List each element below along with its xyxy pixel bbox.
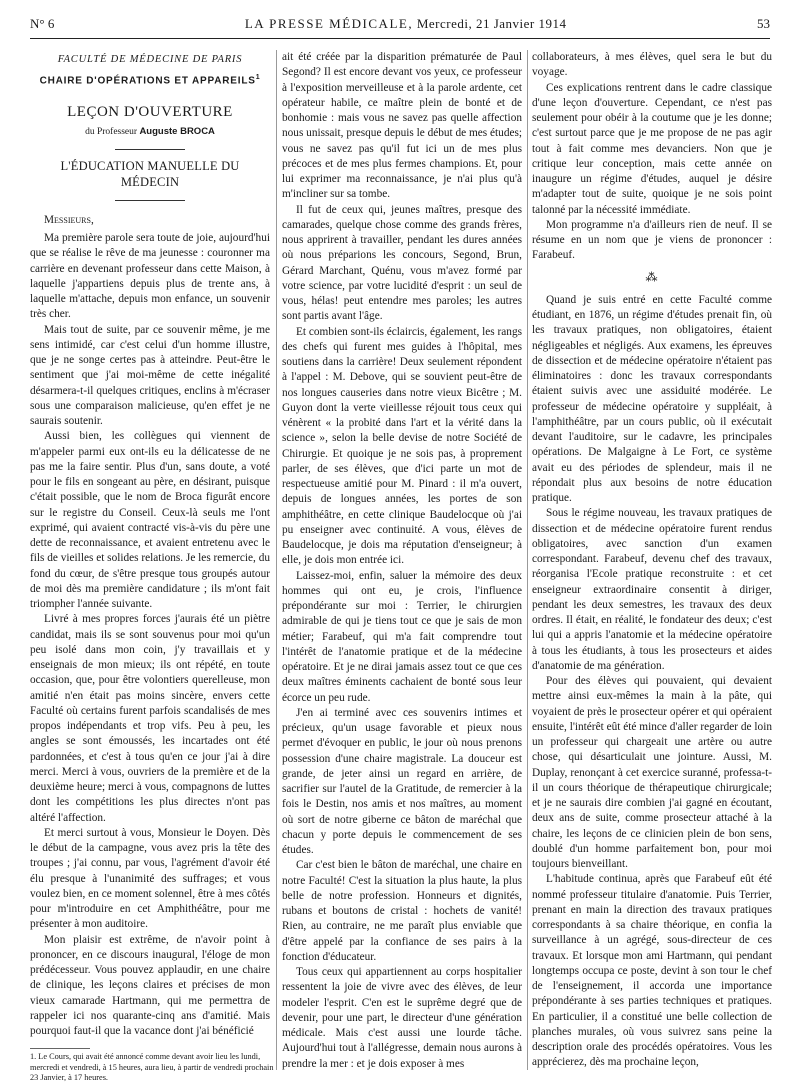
lecture-title: LEÇON D'OUVERTURE: [67, 103, 233, 120]
footnote-rule: [30, 1048, 90, 1049]
column-3-body-bottom: [532, 293, 772, 1071]
issue-date: Mercredi, 21 Janvier 1914: [416, 16, 567, 31]
paragraph: Laissez-moi, enfin, saluer la mémoire des deux hommes qui ont eu, je crois, l'influence prépondérante sur moi : Terrier, le chirurgien admirable de qui je tiens tout ce que je sais de mon métier; Farabeuf, qui m'a fait comprendre tout l'intérêt de l'anatomie pratique et de la médecine opératoire. Et je ne dirai jamais assez tout ce que ces deux maîtres éminents cachaient de bonté sous leur écorce un peu rude.: [282, 569, 522, 704]
paragraph: Il fut de ceux qui, jeunes maîtres, presque des camarades, quelque chose comme des grands frères, nous apprirent à travailler, pendant les dures années où nous préparions les concours, Segond, Brun, Gérard Marchant, Quénu, vous m'avez formé par votre science, par votre lucidité d'esprit : un seul de vous, hélas! peut entendre mes paroles; les autres sont partis avant l'âge.: [282, 203, 522, 323]
title-divider: [115, 149, 185, 150]
page-header: [30, 16, 770, 36]
footnote: [30, 1048, 276, 1084]
page-number: 53: [756, 16, 770, 31]
column-2-body: [282, 50, 522, 1072]
paragraph: Mon programme n'a d'ailleurs rien de neuf. Il se résume en un nom que je viens de prononcer : Farabeuf.: [532, 218, 772, 262]
header-rule: [30, 38, 770, 39]
column-2: [282, 50, 522, 1072]
author-prefix: du Professeur: [85, 127, 138, 138]
paragraph: Tous ceux qui appartiennent au corps hospitalier ressentent la joie de vivre avec des élèves, de leur modeler l'esprit. C'en est le suprême degré que de devenir, pour une part, le directeur d'une génération médicale. Mais c'est aussi une lourde tâche. Aujourd'hui tout à l'allégresse, demain nous aurons à prendre la mer : et je dois exposer à mes: [282, 966, 522, 1070]
column-3: [532, 50, 772, 1071]
paragraph: J'en ai terminé avec ces souvenirs intimes et précieux, qu'un usage favorable et pieux nous permet d'évoquer en public, le jour où nous prenons possession d'une chaire magistrale. La douceur est grande, de jeter ainsi un regard en arrière, de sacrifier sur l'autel de la Gratitude, de remercier à la fois le Destin, nos amis et nos maîtres, au moment où sort de notre giberne ce bâton de maréchal que chacun y porte depuis le commencement de ses études.: [282, 706, 522, 856]
subtitle-divider: [115, 200, 185, 201]
chair-heading: [30, 70, 270, 89]
publication-name: LA PRESSE MÉDICALE,: [244, 16, 414, 31]
paragraph: Aussi bien, les collègues qui viennent de m'appeler parmi eux ont-ils eu la délicatesse de ne pas me la faire sentir. Plus d'un, sans doute, a voté pour le fils en songeant au père, en désirant, puisque c'était possible, que le nom de Broca figurât encore sur le registre du Conseil. Ceux-là seuls me l'ont exprimé, qui avaient contracté vis-à-vis du père une dette de reconnaissance, et avaient entretenu avec le fils de vieilles et solides relations. Je les remercie, du fond du cœur, de s'être presque tous groupés autour de moi dès ma première candidature ; ils m'ont fait triompher l'année suivante.: [30, 430, 270, 611]
section-asterism: ⁂: [645, 269, 659, 284]
paragraph: Et combien sont-ils éclaircis, également, les rangs des chefs qui furent mes guides à l'hôpital, mes soutiens dans la carrière! Deux seulement répondent à l'appel : M. Debove, qui se souvient peut-être de nos longues causeries dans notre vieux Bicêtre ; M. Guyon dont la verte vieillesse réjouit tous ceux qui vénèrent « la probité dans l'art et la vérité dans la science », selon la belle devise de notre Société de Chirurgie. Et quoique je ne sois pas, à proprement parler, de ses élèves, que d'ici parte un mot de respectueuse amitié pour M. Pinard : il m'a ouvert, depuis de longues années, les portes de son amphithéâtre, en cette clinique Baudelocque où j'ai pu enseigner avec continuité. A vous, élèves de Baudelocque, je dois ma réputation d'enseigneur; à elle, je dois mon entrée ici.: [282, 325, 522, 567]
paragraph: ait été créée par la disparition prématurée de Paul Segond? Il est encore devant vos yeux, ce professeur à l'exposition merveilleuse et à la parole ardente, cet opérateur habile, ce maître plein de bonté et de bonhomie : mais vous ne savez pas quelle affection nous unissait, presque depuis le début de mes études; vous ne savez pas qu'il fut ici un de mes plus précoces et de mes plus fermes champions. Et, pour lui exprimer ma reconnaissance, je n'ai plus qu'à m'incliner sur sa tombe.: [282, 51, 523, 201]
paragraph: Mon plaisir est extrême, de n'avoir point à prononcer, en ce discours inaugural, l'éloge de mon prédécesseur. Vous pouvez applaudir, en une chaire de clinique, les leçons claires et précises de mon vieux camarade Hartmann, qui me permettra de rappeler ici nos quarante-cinq ans d'amitié. Mais pourquoi faut-il que la vacance dont j'ai bénéficié: [30, 933, 270, 1038]
author-line: [30, 124, 270, 140]
author-name: Auguste BROCA: [139, 126, 215, 138]
chair-name: CHAIRE D'OPÉRATIONS ET APPAREILS: [39, 75, 256, 87]
paragraph: Ma première parole sera toute de joie, aujourd'hui que se réalise le rêve de ma jeunesse : couronner ma carrière en devenant professeur dans cette Maison, à laquelle j'appartiens depuis plus de trente ans, à laquelle m'attache, depuis mon enfance, un souvenir très cher.: [30, 232, 270, 321]
paragraph: L'habitude continua, après que Farabeuf eût été nommé professeur titulaire d'anatomie. Puis Terrier, prenant en main la direction des travaux pratiques correspondants à sa chaire théorique, en confia la surveillance à un agrégé, sous-directeur de ces travaux. Et lorsque mon ami Hartmann, qui pendant longtemps occupa ce poste, devint à son tour le chef de l'enseignement, il accorda une importance prépondérante à ses parties techniques et pratiques. En particulier, il a constitué une belle collection de planches murales, où vous suivrez sans peine la description orale des procédés opératoires. Vous les apprécierez, dès ma prochaine leçon,: [532, 873, 772, 1069]
issue-number: N° 6: [30, 16, 55, 31]
paragraph: Pour des élèves qui pouvaient, qui devaient mettre ainsi eux-mêmes la main à la pâte, qui voyaient de près le prosecteur opérer et qui opéraient ensuite, l'intérêt eût été mince d'aller regarder de loin un professeur qui chargeait une artère ou autre chose, qui désarticulait une jointure. Aussi, M. Duplay, renonçant à cet exercice suranné, professa-t-il un cours théorique de thérapeutique chirurgicale; et je ne saurais dire combien j'ai gagné en écoutant, deux ans de suite, comme prosecteur attaché à la chaire, les leçons de ce clinicien plein de bon sens, doublé d'un homme parfaitement bon, pour moi toujours bienveillant.: [532, 675, 772, 870]
paragraph: Sous le régime nouveau, les travaux pratiques de dissection et de médecine opératoire furent rendus obligatoires, avec sanction d'un examen correspondant. Farabeuf, devenu chef des travaux, réorganisa l'Ecole pratique reconstruite : et cet enseigneur extraordinaire consentit à diriger, pendant les deux semestres, les travaux des deux ordres. Il était, en réalité, le fondateur des deux; c'est lui qui a appris l'anatomie et la médecine opératoire à tous les étudiants, à tous les prosecteurs et aides d'anatomie de ma génération.: [532, 507, 772, 672]
salutation: Messieurs,: [44, 213, 94, 226]
column-1: [30, 50, 270, 1039]
faculty-heading: FACULTÉ DE MÉDECINE DE PARIS: [57, 54, 243, 65]
column-divider: [276, 50, 277, 1070]
paragraph: Car c'est bien le bâton de maréchal, une chaire en notre Faculté! C'est la situation la plus haute, la plus belle de notre profession. Honneurs et dignités, rubans et boutons de cristal : hochets de vanité! Rien, au contraire, ne me paraît plus enviable que d'être appelé par la confiance de ses pairs à la fonction d'éducateur.: [282, 859, 522, 963]
paragraph: Mais tout de suite, par ce souvenir même, je me sens intimidé, car c'est celui d'un homme illustre, que je ne songe certes pas à atteindre. Peut-être le sentiment que j'ai moi-même de cette inégalité désarmera-t-il quelques critiques, enclins à m'écraser sous une comparaison malicieuse, qu'en effet je ne saurais soutenir.: [30, 323, 270, 428]
masthead: [245, 16, 567, 32]
column-1-body: [30, 231, 270, 1039]
footnote-text: 1. Le Cours, qui avait été annoncé comme devant avoir lieu les lundi, mercredi et vendredi, à 15 heures, aura lieu, à partir de vendredi prochain 23 Janvier, à 17 heures.: [30, 1052, 274, 1082]
column-3-body-top: [532, 50, 772, 264]
paragraph: Livré à mes propres forces j'aurais été un piètre candidat, mais ils se sont souvenus pour moi qu'un peu isolé dans mon coin, j'y travaillais et y enseignais de mon mieux; ils ont répété, en toute occasion, que, pour être volontiers querelleuse, mon amitié n'en était pas moins sincère, envers cette Faculté où certains furent parfois scandalisés de mes propos indépendants et trop vifs. Peu à peu, les angles se sont émoussés, les incartades ont été pardonnées, et c'est à tous qu'en ce jour j'ai à dire merci. Merci à vous, ouvriers de la première et de la deuxième heure; merci à vous, compagnons de luttes dont les compétitions les plus directes n'ont pas altéré l'affection.: [30, 613, 270, 824]
footnote-marker: 1: [255, 74, 261, 82]
paragraph: collaborateurs, à mes élèves, quel sera le but du voyage.: [532, 51, 772, 79]
column-divider: [527, 50, 528, 1070]
paragraph: Et merci surtout à vous, Monsieur le Doyen. Dès le début de la campagne, vous avez pris la tête des troupes ; j'ai connu, par vous, l'agrément d'avoir été élu presque à l'unanimité des suffrages; et vous voulez bien, en ce moment solennel, être à mes côtés pour m'introduire en cet Amphithéâtre, pour me présenter à mon auditoire.: [30, 826, 270, 931]
paragraph: Ces explications rentrent dans le cadre classique d'une leçon d'ouverture. Cependant, ce n'est pas seulement pour obéir à la coutume que je les donne; c'est surtout parce que je me propose de ne pas agir tout à fait comme mes devanciers. Non que je critique leur conception, mais cette année on inaugure un régime d'études, auquel je désire m'adapter tout de suite, quoique je ne sois point talonné par la nécessité immédiate.: [532, 81, 772, 216]
article-subtitle: L'ÉDUCATION MANUELLE DU MÉDECIN: [60, 159, 240, 189]
paragraph: Quand je suis entré en cette Faculté comme étudiant, en 1876, un régime d'études prenait fin, où les travaux pratiques, non obligatoires, étaient négligeables et négligés. Aux examens, les épreuves de dissection et de médecine opératoire n'étaient pas éliminatoires : donc les travaux correspondants étaient suivis avec une assiduité modérée. Le professeur de médecine opératoire y suppléait, à l'amphithéâtre, par un cours public, où il exécutait devant l'auditoire, sur le cadavre, les principales opérations. De Malgaigne à Le Fort, ce système avait eu des périodes de splendeur, mais il ne répondait plus aux besoins de notre éducation pratique.: [532, 293, 772, 504]
